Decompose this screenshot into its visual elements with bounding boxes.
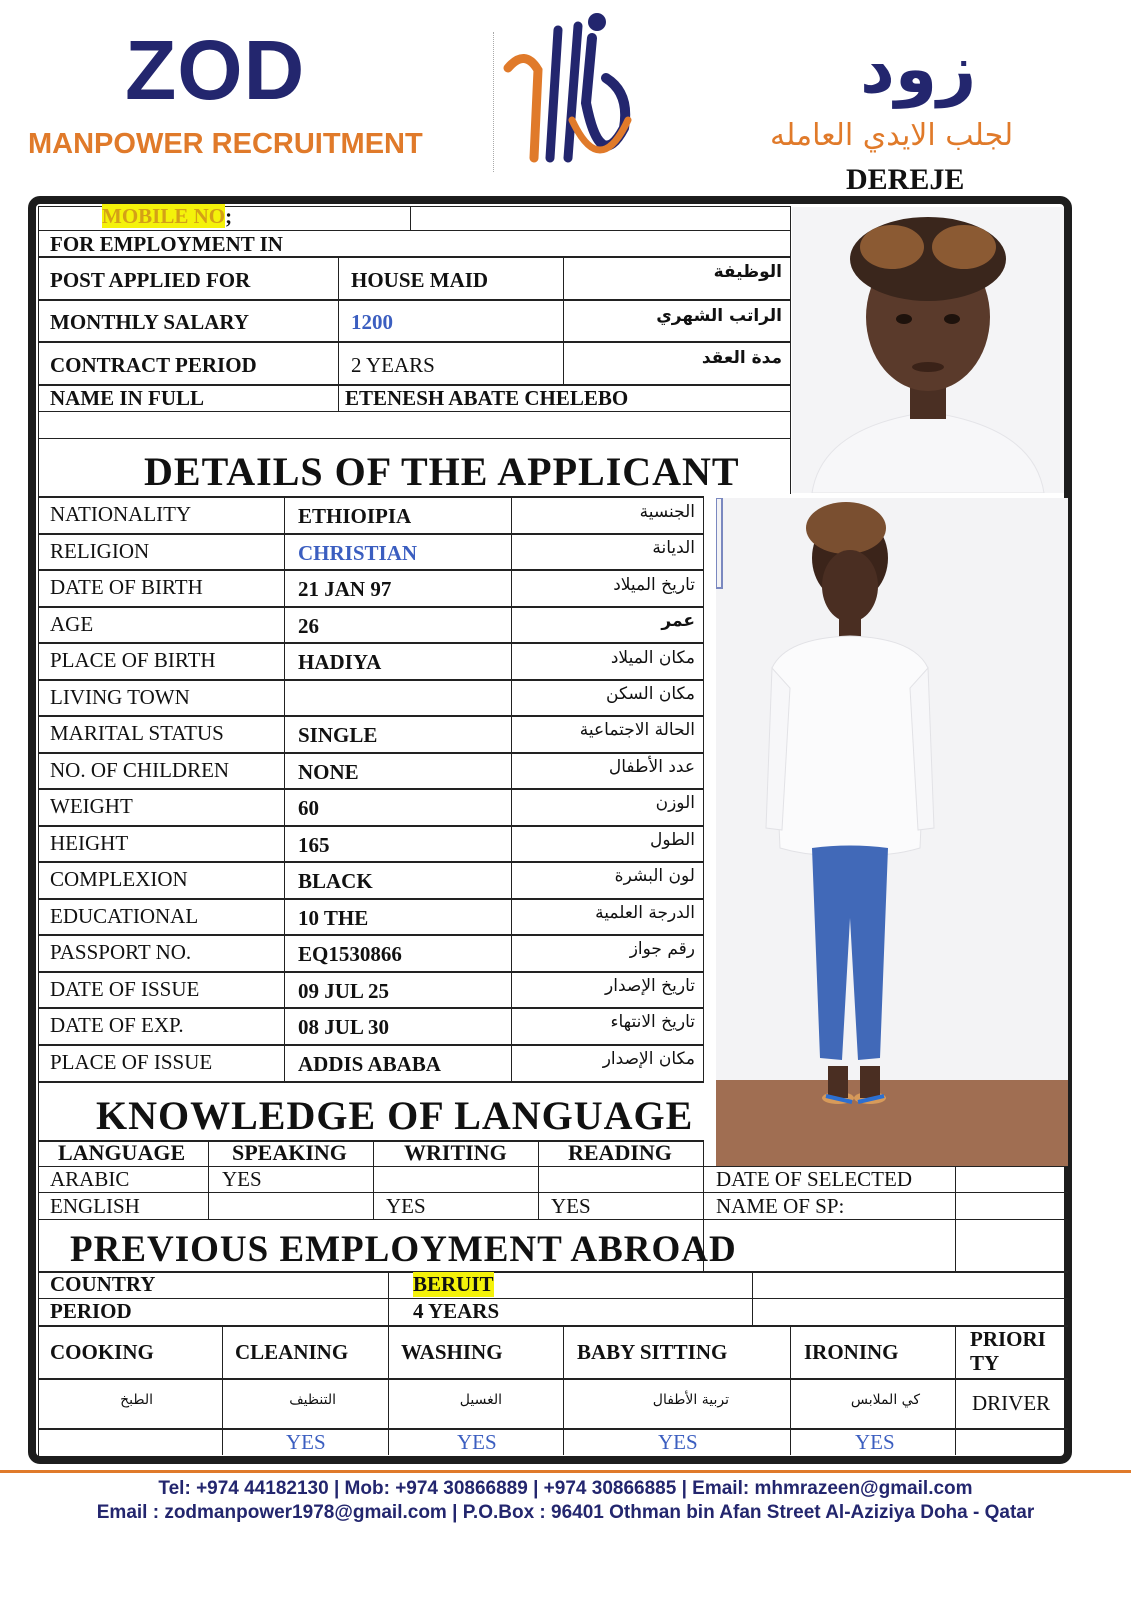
dob-label: DATE OF BIRTH <box>50 575 203 599</box>
lang-arabic-speaking: YES <box>222 1167 262 1191</box>
place-issue-label: PLACE OF ISSUE <box>50 1050 213 1074</box>
mobile-suffix: ; <box>225 204 233 228</box>
marital-arabic: الحالة الاجتماعية <box>579 720 695 740</box>
salary-value: 1200 <box>351 310 393 334</box>
education-arabic: الدرجة العلمية <box>595 903 695 923</box>
children-arabic: عدد الأطفال <box>608 757 695 777</box>
period-label: PERIOD <box>50 1299 132 1323</box>
priority-label: PRIORI TY <box>970 1327 1046 1375</box>
age-arabic: عمر <box>661 611 695 631</box>
complexion-arabic: لون البشرة <box>614 866 695 886</box>
lang-english-reading: YES <box>551 1194 591 1218</box>
skill-washing: WASHING <box>401 1340 503 1364</box>
expiry-value: 08 JUL 30 <box>298 1015 390 1039</box>
employment-in-label: FOR EMPLOYMENT IN <box>50 232 283 256</box>
skill-cooking-arabic: الطبخ <box>120 1392 153 1408</box>
issue-date-label: DATE OF ISSUE <box>50 977 200 1001</box>
name-label: NAME IN FULL <box>50 386 205 410</box>
education-value: 10 THE <box>298 906 369 930</box>
agent-name: DEREJE <box>846 163 965 196</box>
weight-value: 60 <box>298 796 319 820</box>
expiry-arabic: تاريخ الانتهاء <box>610 1012 695 1032</box>
nationality-label: NATIONALITY <box>50 502 192 526</box>
nationality-arabic: الجنسية <box>639 502 695 522</box>
dob-arabic: تاريخ الميلاد <box>613 575 695 595</box>
sp-name-label: NAME OF SP: <box>716 1194 845 1218</box>
skill-ironing: IRONING <box>804 1340 899 1364</box>
country-label: COUNTRY <box>50 1272 156 1296</box>
contract-arabic: مدة العقد <box>701 348 782 368</box>
details-title: DETAILS OF THE APPLICANT <box>144 449 740 494</box>
skill-cleaning-value: YES <box>286 1430 326 1454</box>
skill-washing-value: YES <box>457 1430 497 1454</box>
skill-ironing-value: YES <box>855 1430 895 1454</box>
complexion-value: BLACK <box>298 869 373 893</box>
name-value: ETENESH ABATE CHELEBO <box>345 386 629 410</box>
lang-english: ENGLISH <box>50 1194 140 1218</box>
skill-ironing-arabic: كي الملابس <box>850 1392 920 1408</box>
company-logo-icon <box>500 8 640 178</box>
pob-value: HADIYA <box>298 650 382 674</box>
contract-label: CONTRACT PERIOD <box>50 353 257 377</box>
religion-value: CHRISTIAN <box>298 541 418 565</box>
footer-rule <box>0 1470 1131 1473</box>
post-arabic: الوظيفة <box>713 262 782 282</box>
height-value: 165 <box>298 833 330 857</box>
date-selected-label: DATE OF SELECTED <box>716 1167 912 1191</box>
previous-title: PREVIOUS EMPLOYMENT ABROAD <box>70 1229 737 1270</box>
issue-date-arabic: تاريخ الإصدار <box>605 976 695 996</box>
skill-baby-sitting-arabic: تربية الأطفال <box>652 1392 729 1408</box>
place-issue-value: ADDIS ABABA <box>298 1052 441 1076</box>
weight-label: WEIGHT <box>50 794 133 818</box>
full-body-photo <box>716 498 1068 1166</box>
skill-washing-arabic: الغسيل <box>459 1392 502 1408</box>
period-value: 4 YEARS <box>413 1299 500 1323</box>
lang-header-writing: WRITING <box>404 1140 507 1165</box>
salary-label: MONTHLY SALARY <box>50 310 249 334</box>
arabic-brand: زود <box>860 30 977 109</box>
age-value: 26 <box>298 614 319 638</box>
lang-english-writing: YES <box>386 1194 426 1218</box>
lang-arabic: ARABIC <box>50 1167 130 1191</box>
mobile-label: MOBILE NO <box>102 204 226 228</box>
lang-header-reading: READING <box>568 1140 672 1165</box>
footer-address: Email : zodmanpower1978@gmail.com | P.O.Box : 96401 Othman bin Afan Street Al-Aziziya Doha - Qatar <box>96 1502 1035 1523</box>
place-issue-arabic: مكان الإصدار <box>602 1049 695 1069</box>
religion-label: RELIGION <box>50 539 150 563</box>
children-label: NO. OF CHILDREN <box>50 758 230 782</box>
age-label: AGE <box>50 612 94 636</box>
language-title: KNOWLEDGE OF LANGUAGE <box>96 1093 694 1138</box>
pob-label: PLACE OF BIRTH <box>50 648 216 672</box>
marital-label: MARITAL STATUS <box>50 721 224 745</box>
living-town-arabic: مكان السكن <box>606 684 695 704</box>
marital-value: SINGLE <box>298 723 378 747</box>
brand-subtitle: MANPOWER RECRUITMENT <box>28 128 423 160</box>
post-value: HOUSE MAID <box>351 268 489 292</box>
footer-contact: Tel: +974 44182130 | Mob: +974 30866889 | +974 30866885 | Email: mhmrazeen@gmail.com <box>158 1478 973 1499</box>
header-divider <box>493 32 494 172</box>
expiry-label: DATE OF EXP. <box>50 1013 184 1037</box>
contract-value: 2 YEARS <box>351 353 435 377</box>
complexion-label: COMPLEXION <box>50 867 188 891</box>
passport-value: EQ1530866 <box>298 942 402 966</box>
priority-value: DRIVER <box>972 1391 1051 1415</box>
education-label: EDUCATIONAL <box>50 904 199 928</box>
skill-cleaning: CLEANING <box>235 1340 349 1364</box>
height-label: HEIGHT <box>50 831 129 855</box>
post-label: POST APPLIED FOR <box>50 268 251 292</box>
skill-cooking: COOKING <box>50 1340 154 1364</box>
salary-arabic: الراتب الشهري <box>656 306 782 326</box>
dob-value: 21 JAN 97 <box>298 577 392 601</box>
pob-arabic: مكان الميلاد <box>610 648 695 668</box>
living-town-label: LIVING TOWN <box>50 685 190 709</box>
religion-arabic: الديانة <box>652 538 695 558</box>
portrait-photo <box>792 207 1064 493</box>
weight-arabic: الوزن <box>655 793 695 813</box>
lang-header-language: LANGUAGE <box>58 1140 186 1165</box>
passport-label: PASSPORT NO. <box>50 940 192 964</box>
children-value: NONE <box>298 760 359 784</box>
skill-baby-sitting: BABY SITTING <box>577 1340 728 1364</box>
skill-baby-sitting-value: YES <box>658 1430 698 1454</box>
brand-name: ZOD <box>125 23 306 117</box>
arabic-subtitle: لجلب الايدي العامله <box>770 118 1014 153</box>
passport-arabic: رقم جواز <box>629 939 695 959</box>
country-value: BERUIT <box>413 1272 494 1296</box>
nationality-value: ETHIOIPIA <box>298 504 412 528</box>
skill-cleaning-arabic: التنظيف <box>289 1392 336 1408</box>
issue-date-value: 09 JUL 25 <box>298 979 390 1003</box>
lang-header-speaking: SPEAKING <box>232 1140 347 1165</box>
height-arabic: الطول <box>650 830 695 850</box>
